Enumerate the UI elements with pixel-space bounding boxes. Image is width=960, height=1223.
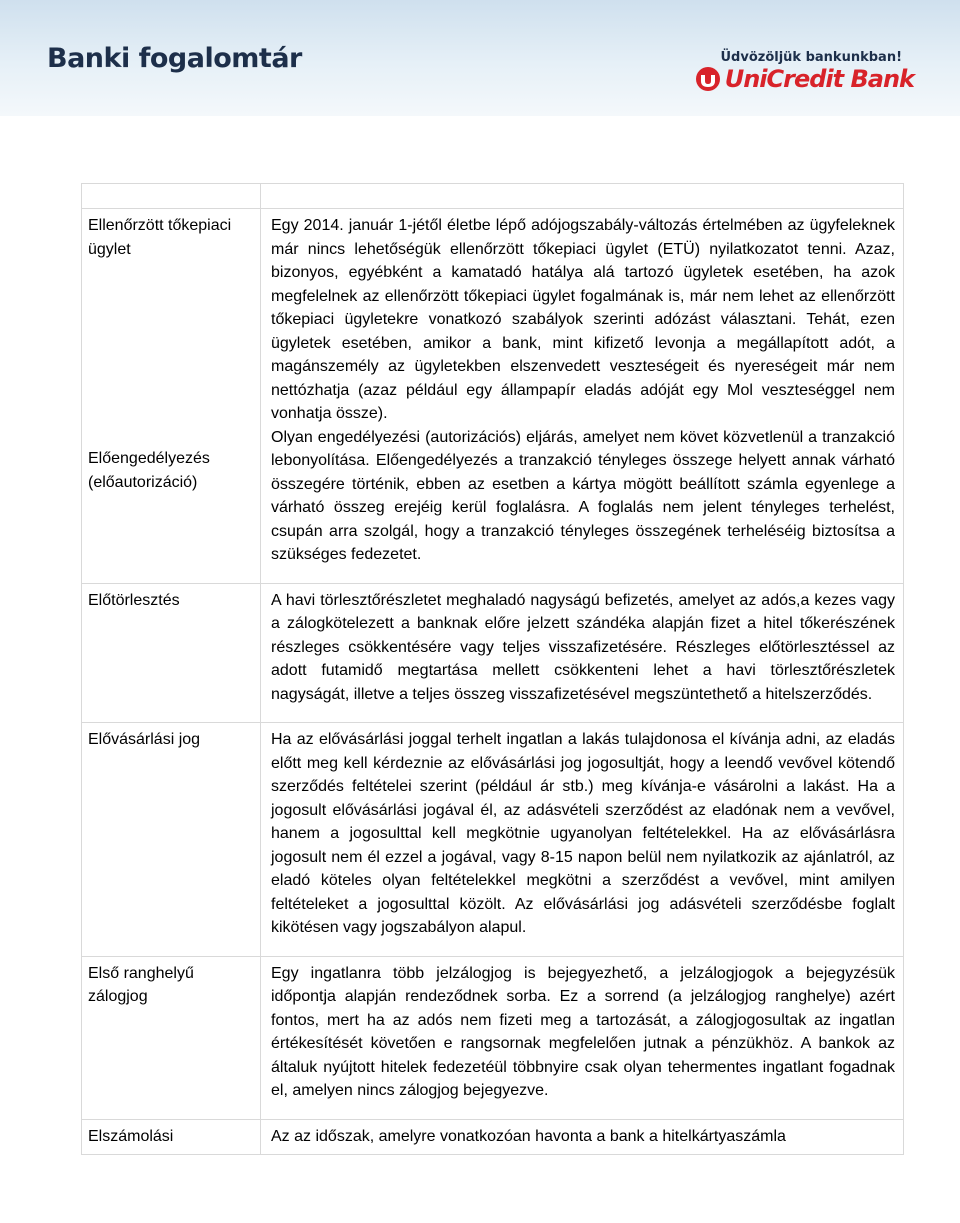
page-header [0, 0, 960, 116]
table-row [81, 584, 904, 724]
term-elszamolasi: Elszámolási [81, 1120, 261, 1155]
definition-elovasarlasi-jog [261, 723, 904, 956]
definition-elso-ranghelyu-zalogjog [261, 957, 904, 1119]
table-row [81, 723, 904, 957]
unicredit-logo-icon [695, 66, 721, 92]
term-eloengedelyezes: Előengedélyezés (előautorizáció) [88, 450, 210, 491]
page-title: Banki fogalomtár [47, 43, 302, 74]
term-elovasarlasi-jog: Elővásárlási jog [81, 723, 261, 956]
brand-name: UniCredit Bank [724, 65, 914, 93]
definition-column [261, 209, 904, 583]
table-spacer-row [81, 184, 904, 209]
definition-elszamolasi: Az az időszak, amelyre vonatkozóan havonta a bank a hitelkártyaszámla [261, 1120, 904, 1155]
definition-eloengedelyezes: Olyan engedélyezési (autorizációs) eljárás, amelyet nem követ közvetlenül a tranzakció lebonyolítása. Előengedélyezés a tranzakció tényleges összege helyett annak várható összegére történik, ebben az esetben a kártya mögött beállított számla egyenlege a várható összeg erejéig kerül foglalásra. A foglalás nem jelent tényleges terhelést, csupán arra szolgál, hogy a tranzakció tényleges összegének terheléséig biztosítsa a szükséges fedezetet. [271, 428, 895, 563]
brand-welcome-text: Üdvözöljük bankunkban! [720, 50, 902, 65]
definition-text: Ha az elővásárlási joggal terhelt ingatlan a lakás tulajdonosa el kívánja adni, az eladás előtt meg kell kérdeznie az elővásárlási jog jogosultját, hogy a leendő vevővel kötendő szerződés feltételei szerint (például ár stb.) meg kívánja-e vásárolni a lakást. Ha a jogosult elővásárlási jogával él, az adásvételi szerződést az eladónak nem a vevővel, hanem a jogosulttal kell megkötnie ugyanolyan feltételekkel. Ha az elővásárlásra jogosult nem él ezzel a jogával, vagy 8-15 napon belül nem nyilatkozik az ajánlatról, az eladó köteles olyan feltételekkel megkötni a szerződést a vevővel, mint amilyen feltételeket a jogosulttal közölt. Az elővásárlási jog adásvételi szerződésbe foglalt kikötésen vagy jogszabályon alapul. [271, 731, 895, 936]
table-row [81, 957, 904, 1120]
definition-ellenorzott: Egy 2014. január 1-jétől életbe lépő adójogszabály-változás értelmében az ügyfeleknek már nincs lehetőségük ellenőrzött tőkepiaci ügylet (ETÜ) nyilatkozatot tenni. Azaz, bizonyos, egyébként a kamatadó hatálya alá tartozó ügyletek esetében, ha azok megfelelnek az ellenőrzött tőkepiaci ügylet fogalmának is, már nem lehet az ellenőrzött tőkepiaci ügyletekre vonatkozó szabályok szerinti adózást választani. Tehát, ezen ügyletek esetében, amikor a bank, mint kifizető levonja a megállapított adót, a magánszemély az ügyletekben elszenvedett veszteségeit és nyereségeit már nem nettózhatja (azaz például egy állampapír eladás adóját egy Mol veszteséggel nem vonhatja össze). [271, 217, 895, 422]
term-elso-ranghelyu-zalogjog: Első ranghelyű zálogjog [81, 957, 261, 1119]
table-row [81, 1120, 904, 1156]
term-elotorlesztes: Előtörlesztés [81, 584, 261, 723]
glossary-table [81, 183, 904, 1155]
term-ellenorzott: Ellenőrzött tőkepiaci ügylet [88, 217, 232, 258]
definition-text: A havi törlesztőrészletet meghaladó nagyságú befizetés, amelyet az adós,a kezes vagy a zálogkötelezett a banknak előre jelzett szándéka alapján fizet a hitel tőkerészének részleges csökkentésére vagy teljes visszafizetésére. Részleges előtörlesztéssel az adott futamidő megtartása mellett csökkenteni lehet a havi törlesztőrészletek nagyságát, illetve a teljes összeg visszafizetésével megszüntethető a hitelszerződés. [271, 591, 895, 703]
table-row [81, 209, 904, 584]
brand-block [695, 50, 914, 93]
term-column [81, 209, 261, 583]
brand-logo [695, 65, 914, 93]
definition-text: Egy ingatlanra több jelzálogjog is bejegyezhető, a jelzálogjogok a bejegyzésük időpontja alapján rendeződnek sorba. Ez a sorrend (a jelzálogjog ranghelye) azért fontos, mert ha az adós nem fizeti meg a tartozását, a zálogjogosultak az ingatlan értékesítését követően e rangsornak megfelelően jutnak a pénzükhöz. A bankok az általuk nyújtott hitelek fedezetéül többnyire csak olyan tehermentes ingatlant fogadnak el, amelyen nincs zálogjog bejegyezve. [271, 964, 895, 1099]
definition-elotorlesztes [261, 584, 904, 723]
